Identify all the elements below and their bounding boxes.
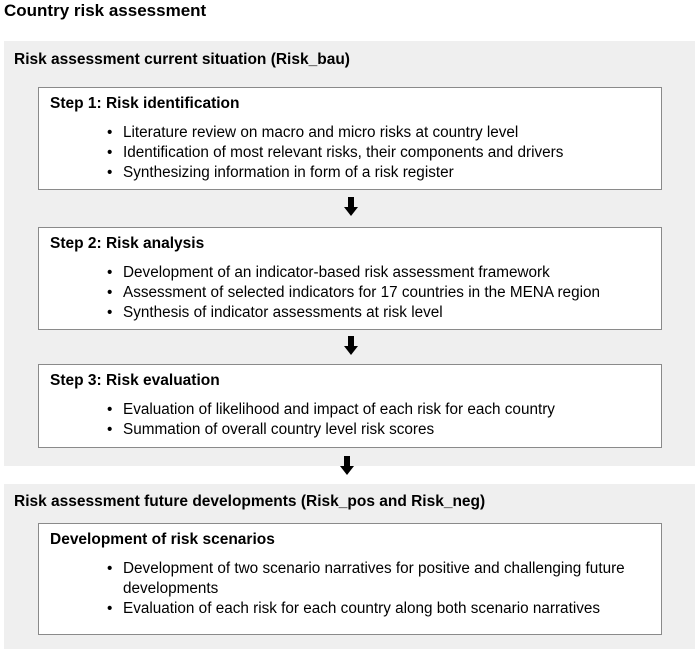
step-title: Step 2: Risk analysis [50, 235, 205, 252]
bullet-list [107, 123, 641, 183]
step-3-box [38, 364, 662, 448]
diagram-title: Country risk assessment [4, 1, 207, 20]
bullet-list [107, 263, 641, 323]
down-arrow-icon [340, 456, 354, 475]
bullet-item: • Evaluation of likelihood and impact of each risk for each country [107, 400, 641, 420]
bullet-item: • Literature review on macro and micro risks at country level [107, 123, 641, 143]
down-arrow-icon [344, 197, 358, 216]
bullet-item: • Assessment of selected indicators for 17 countries in the MENA region [107, 283, 641, 303]
current-situation-panel [4, 41, 695, 466]
bullet-item: • Development of two scenario narratives for positive and challenging future developments [107, 559, 641, 599]
step-2-box [38, 227, 662, 330]
bullet-item: • Synthesizing information in form of a risk register [107, 163, 641, 183]
risk-scenarios-box [38, 523, 662, 635]
panel-title: Risk assessment current situation (Risk_bau) [14, 51, 350, 68]
bullet-item: • Evaluation of each risk for each country along both scenario narratives [107, 599, 641, 619]
bullet-list [107, 400, 641, 440]
step-title: Step 3: Risk evaluation [50, 372, 220, 389]
future-developments-panel [4, 484, 695, 649]
step-title: Development of risk scenarios [50, 531, 275, 548]
step-title: Step 1: Risk identification [50, 95, 240, 112]
bullet-item: • Identification of most relevant risks, their components and drivers [107, 143, 641, 163]
bullet-item: • Synthesis of indicator assessments at risk level [107, 303, 641, 323]
down-arrow-icon [344, 336, 358, 355]
panel-title: Risk assessment future developments (Risk_pos and Risk_neg) [14, 493, 486, 510]
bullet-item: • Development of an indicator-based risk assessment framework [107, 263, 641, 283]
step-1-box [38, 87, 662, 190]
bullet-list [107, 559, 641, 619]
bullet-item: • Summation of overall country level risk scores [107, 420, 641, 440]
